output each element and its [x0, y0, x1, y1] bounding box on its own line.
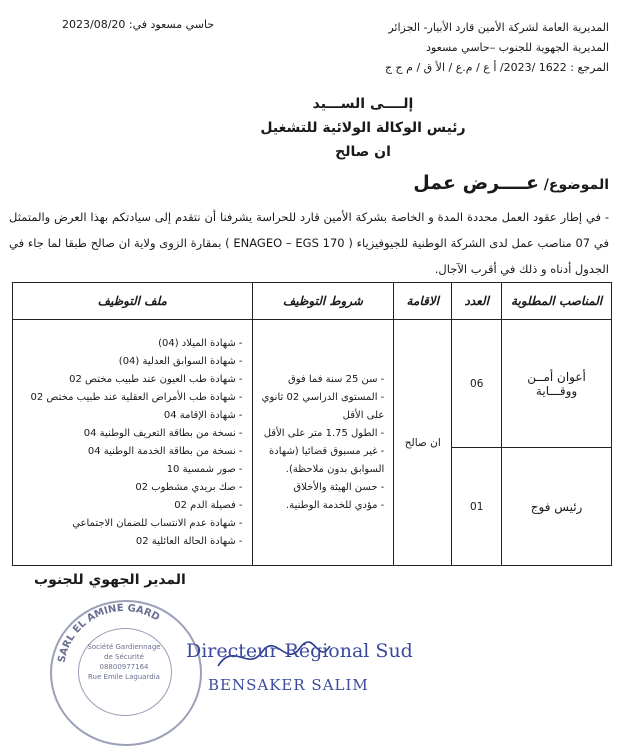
stamp-line: 08800977164 [99, 663, 149, 671]
org-line-2: المديرية الجهوية للجنوب –حاسي مسعود [426, 41, 609, 54]
table-row [13, 320, 612, 448]
addressee-line-2: رئيس الوكالة الولائية للتشغيل [260, 120, 466, 136]
file-list [14, 329, 251, 557]
body-paragraph: - في إطار عقود العمل محددة المدة و الخاصة بشركة الأمين قارد للحراسة يشرفنا أن نتقدم إلى سيادتكم بهذا العرض والمتمثل في 07 مناصب عمل لدى الشركة الوطنية للجيوفيزياء ( ENAGEO – EGS 170 ) بمقارة الزوى ولاية ان صالح طبقا لما جاء في الجدول أدناه و ذلك في أقرب الآجال. [9, 210, 609, 276]
condition-item: - مؤدي للخدمة الوطنية. [262, 497, 385, 515]
date-place: حاسي مسعود في: 2023/08/20 [62, 18, 215, 31]
organization-header [289, 18, 609, 78]
position-cell: رئيس فوج [502, 448, 612, 566]
file-item: - صك بريدي مشطوب 02 [22, 479, 243, 497]
condition-item: - المستوى الدراسي 02 ثانوي على الأقل [262, 389, 385, 425]
addressee-line-3: ان صالح [335, 144, 391, 160]
condition-item: - سن 25 سنة فما فوق [262, 371, 385, 389]
count-cell: 01 [452, 448, 502, 566]
conditions-list [254, 365, 393, 521]
file-item: - فصيلة الدم 02 [22, 497, 243, 515]
subject-value: عــــرض عمل [413, 172, 539, 194]
addressee-line-1: إلــــى الســـيد [312, 96, 414, 112]
condition-item: - الطول 1.75 متر على الأقل [262, 425, 385, 443]
subject-label: الموضوع/ [543, 177, 609, 193]
header-conditions: شروط التوظيف [252, 283, 394, 320]
stamp-inner-text [80, 642, 168, 682]
conditions-cell [252, 320, 394, 566]
stamp-name: SARL EL AMINE GARD [56, 602, 162, 664]
header-file: ملف التوظيف [13, 283, 253, 320]
residence-cell: ان صالح [394, 320, 452, 566]
file-item: - شهادة طب الأمراض العقلية عند طبيب مختص 02 [22, 389, 243, 407]
file-item: - شهادة طب العيون عند طبيب مختص 02 [22, 371, 243, 389]
stamp-line: Rue Emile Laguardia [88, 673, 160, 681]
condition-item: - غير مسبوق قضائيا (شهادة السوابق بدون ملاحظة). [262, 443, 385, 479]
file-cell [13, 320, 253, 566]
stamp-line: Société Gardiennage [87, 643, 161, 651]
file-item: - نسخة من بطاقة التعريف الوطنية 04 [22, 425, 243, 443]
position-cell: أعوان أمــن ووقـــاية [502, 320, 612, 448]
subject-line [413, 172, 609, 194]
file-item: - صور شمسية 10 [22, 461, 243, 479]
condition-item: - حسن الهيئة والأخلاق [262, 479, 385, 497]
file-item: - شهادة الإقامة 04 [22, 407, 243, 425]
count-cell: 06 [452, 320, 502, 448]
file-item: - شهادة الميلاد (04) [22, 335, 243, 353]
table-header-row [13, 283, 612, 320]
signatory-title: المدير الجهوي للجنوب [34, 572, 186, 588]
recruitment-table [12, 282, 612, 566]
file-item: - شهادة الحالة العائلية 02 [22, 533, 243, 551]
stamp-line: de Sécurité [104, 653, 144, 661]
director-name-stamp: BENSAKER SALIM [208, 676, 369, 694]
director-title-stamp: Directeur Régional Sud [186, 640, 413, 662]
header-residence: الاقامة [394, 283, 452, 320]
reference-number: المرجع : 1622 /2023/ أ ع / م.ع / الأ ق / م ج ج [384, 61, 609, 74]
file-item: - شهادة عدم الانتساب للضمان الاجتماعي [22, 515, 243, 533]
header-count: العدد [452, 283, 502, 320]
addressee-block [213, 92, 513, 164]
org-line-1: المديرية العامة لشركة الأمين قارد الأبيار- الجزائر [388, 21, 609, 34]
header-positions: المناصب المطلوبة [502, 283, 612, 320]
file-item: - شهادة السوابق العدلية (04) [22, 353, 243, 371]
file-item: - نسخة من بطاقة الخدمة الوطنية 04 [22, 443, 243, 461]
